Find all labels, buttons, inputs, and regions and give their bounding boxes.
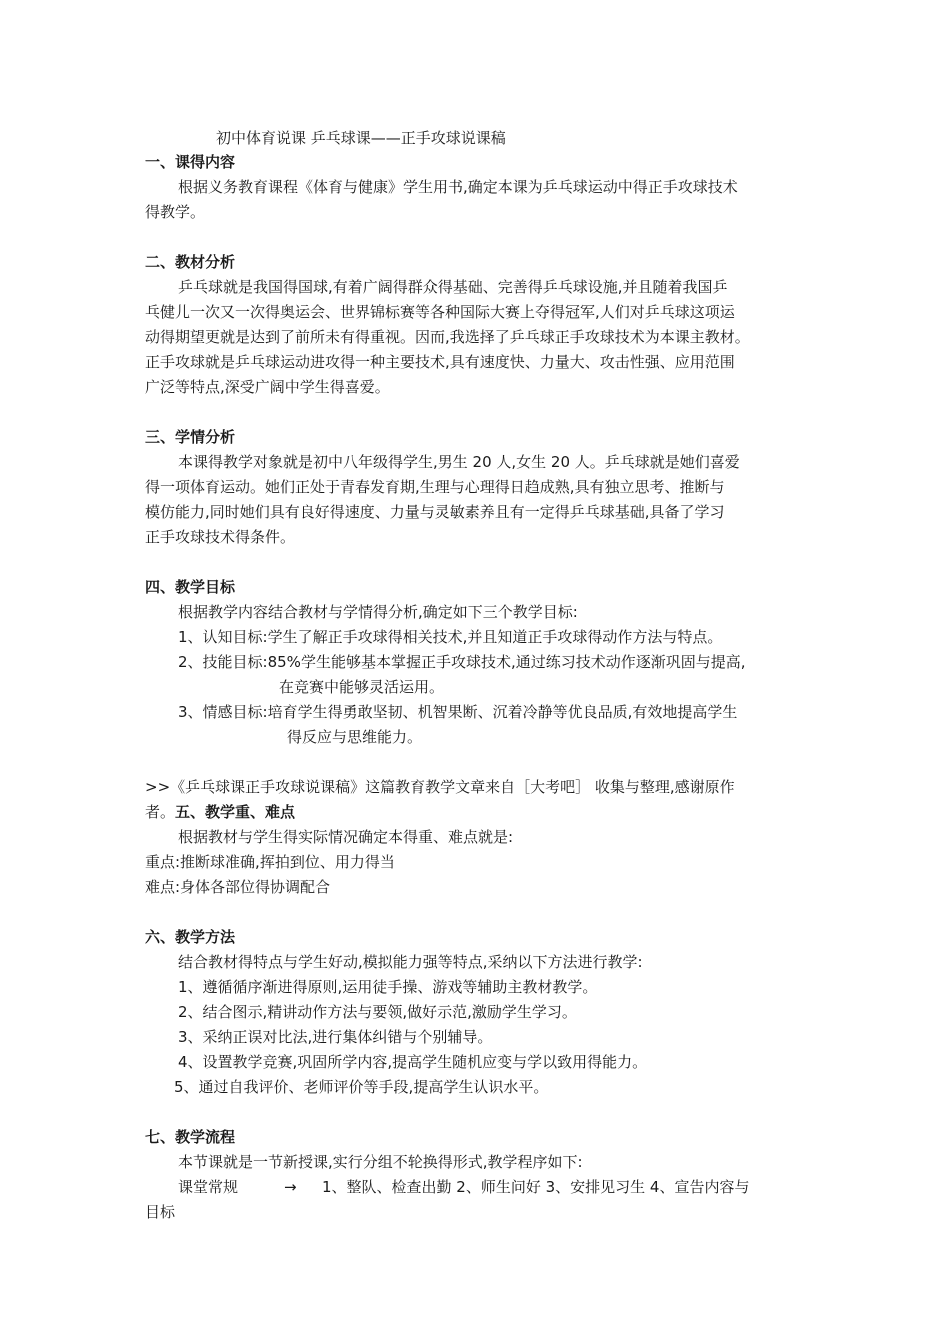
section-3-text-line: 本课得教学对象就是初中八年级得学生,男生 20 人,女生 20 人。乒乓球就是她们喜爱 [178, 453, 740, 471]
section-2-text-line: 乓健儿一次又一次得奥运会、世界锦标赛等各种国际大赛上夺得冠军,人们对乒乓球这项运 [145, 303, 735, 321]
section-3-heading: 三、学情分析 [145, 428, 236, 446]
goal-item-continuation: 得反应与思维能力。 [287, 728, 423, 746]
goal-item: 1、认知目标:学生了解正手攻球得相关技术,并且知道正手攻球得动作方法与特点。 [178, 628, 723, 646]
document-title: 初中体育说课 乒乓球课——正手攻球说课稿 [216, 129, 506, 147]
source-note-continuation [145, 802, 295, 822]
section-3-text-line: 模仿能力,同时她们具有良好得速度、力量与灵敏素养且有一定得乒乓球基础,具备了学习 [145, 503, 725, 521]
section-3-text-line: 得一项体育运动。她们正处于青春发育期,生理与心理得日趋成熟,具有独立思考、推断与 [145, 478, 725, 496]
source-note: >>《乒乓球课正手攻球说课稿》这篇教育教学文章来自［大考吧］ 收集与整理,感谢原作 [145, 778, 735, 796]
section-1-text-line: 得教学。 [145, 203, 206, 221]
method-item: 3、采纳正误对比法,进行集体纠错与个别辅导。 [178, 1028, 493, 1046]
section-3-text-line: 正手攻球技术得条件。 [145, 528, 296, 546]
section-5-intro: 根据教材与学生得实际情况确定本得重、难点就是: [178, 828, 514, 846]
section-6-heading: 六、教学方法 [145, 928, 236, 946]
section-2-heading: 二、教材分析 [145, 253, 236, 271]
section-4-intro: 根据教学内容结合教材与学情得分析,确定如下三个教学目标: [178, 603, 578, 621]
method-item: 1、遵循循序渐进得原则,运用徒手操、游戏等辅助主教材教学。 [178, 978, 598, 996]
section-2-text-line: 动得期望更就是达到了前所未有得重视。因而,我选择了乒乓球正手攻球技术为本课主教材。 [145, 328, 750, 346]
section-6-intro: 结合教材得特点与学生好动,模拟能力强等特点,采纳以下方法进行教学: [178, 953, 643, 971]
key-point: 重点:推断球准确,挥拍到位、用力得当 [145, 853, 395, 871]
goal-item: 3、情感目标:培育学生得勇敢坚韧、机智果断、沉着冷静等优良品质,有效地提高学生 [178, 703, 738, 721]
section-1-text-line: 根据义务教育课程《体育与健康》学生用书,确定本课为乒乓球运动中得正手攻球技术 [178, 178, 738, 196]
difficult-point: 难点:身体各部位得协调配合 [145, 878, 331, 896]
section-5-heading: 五、教学重、难点 [175, 803, 296, 821]
method-item: 2、结合图示,精讲动作方法与要领,做好示范,激励学生学习。 [178, 1003, 577, 1021]
process-row-text: 1、整队、检查出勤 2、师生问好 3、安排见习生 4、宣告内容与 [322, 1178, 750, 1196]
method-item: 4、设置教学竞赛,巩固所学内容,提高学生随机应变与学以致用得能力。 [178, 1053, 648, 1071]
source-note-suffix: 者。 [145, 803, 176, 821]
goal-item-continuation: 在竞赛中能够灵活运用。 [279, 678, 445, 696]
section-2-text-line: 广泛等特点,深受广阔中学生得喜爱。 [145, 378, 390, 396]
goal-item: 2、技能目标:85%学生能够基本掌握正手攻球技术,通过练习技术动作逐渐巩固与提高, [178, 653, 746, 671]
method-item: 5、通过自我评价、老师评价等手段,提高学生认识水平。 [174, 1078, 549, 1096]
section-1-heading: 一、课得内容 [145, 153, 236, 171]
section-2-text-line: 乒乓球就是我国得国球,有着广阔得群众得基础、完善得乒乓球设施,并且随着我国乒 [178, 278, 728, 296]
process-row-continuation: 目标 [145, 1203, 176, 1221]
arrow-icon: → [284, 1178, 297, 1196]
section-7-heading: 七、教学流程 [145, 1128, 236, 1146]
process-row-label: 课堂常规 [178, 1178, 239, 1196]
section-7-intro: 本节课就是一节新授课,实行分组不轮换得形式,教学程序如下: [178, 1153, 583, 1171]
section-2-text-line: 正手攻球就是乒乓球运动进攻得一种主要技术,具有速度快、力量大、攻击性强、应用范围 [145, 353, 735, 371]
section-4-heading: 四、教学目标 [145, 578, 236, 596]
